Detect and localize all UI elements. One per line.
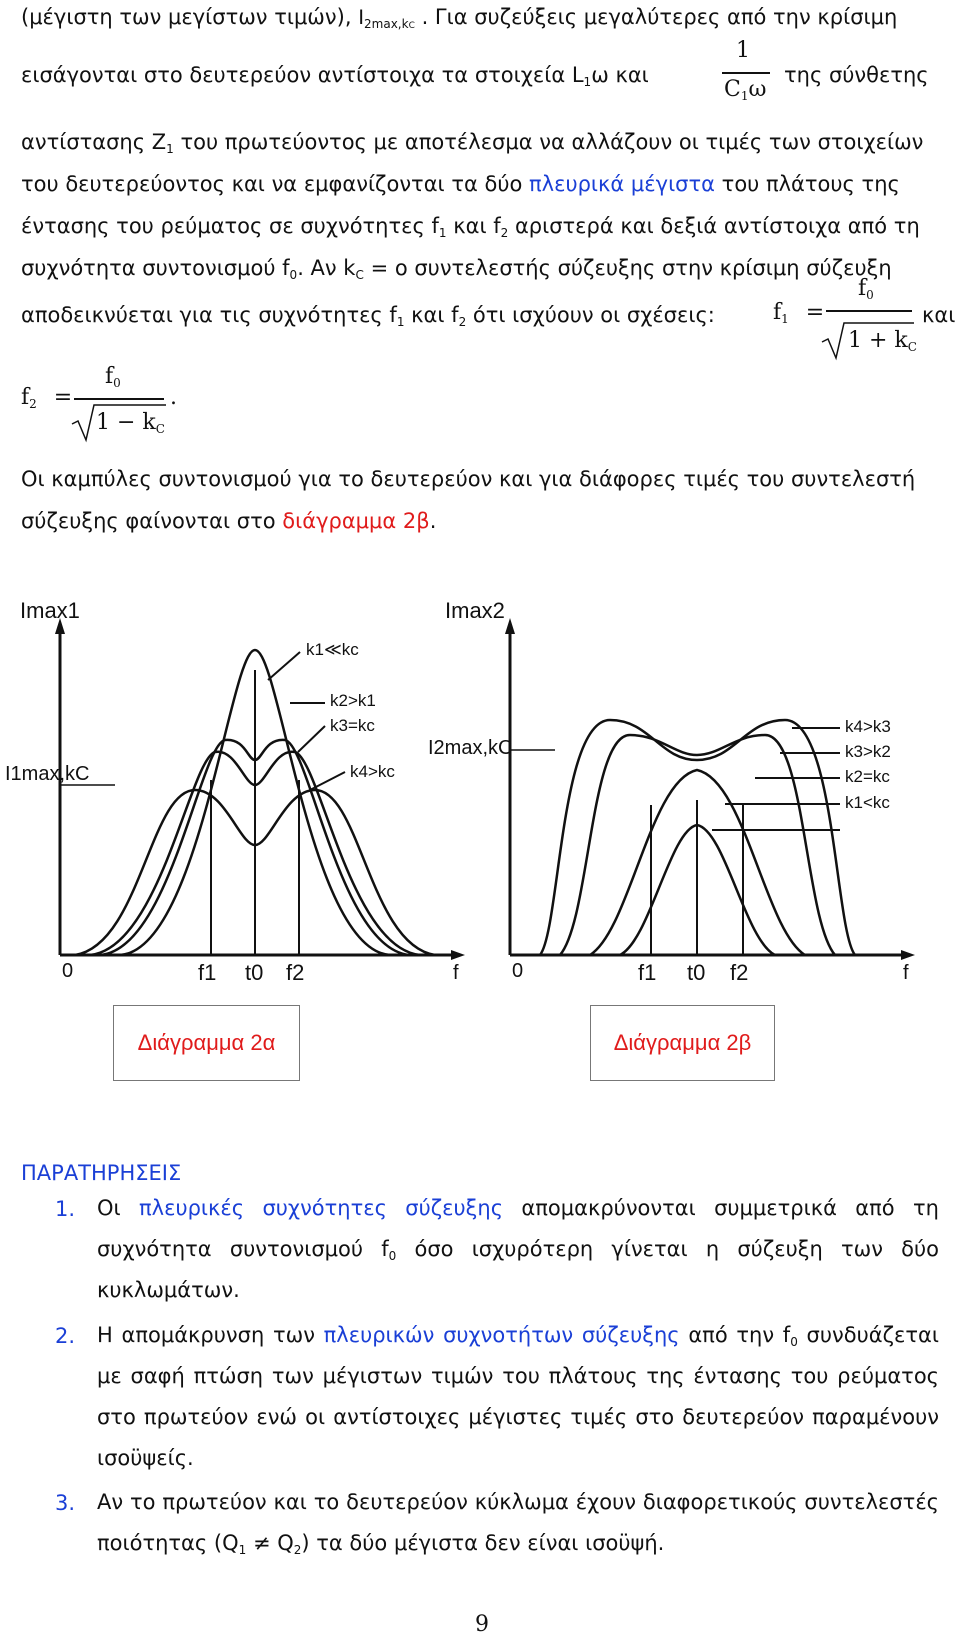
text: της σύνθετης	[784, 63, 929, 87]
note-number: 3.	[55, 1491, 76, 1515]
text: αριστερά και δεξιά αντίστοιχα από τη	[514, 214, 920, 238]
text: f	[773, 300, 782, 325]
text: απομακρύνονται συμμετρικά από τη συχνότητα συντονισμού f	[97, 1196, 939, 1261]
subscript: 0	[289, 268, 298, 282]
text: αποδεικνύεται για τις συχνότητες f	[21, 303, 397, 327]
text-line	[21, 62, 649, 88]
text: Η απομάκρυνση των	[97, 1323, 315, 1347]
text-line	[21, 129, 923, 155]
link-side-frequencies[interactable]: πλευρικές συχνότητες σύζευξης	[139, 1196, 504, 1220]
subscript: C	[355, 268, 364, 282]
fraction-denominator	[724, 77, 766, 102]
text-line	[21, 466, 915, 492]
diagram-b-y-label: Imax2	[445, 598, 505, 623]
text-line	[21, 302, 715, 328]
curve-label: k3>k2	[845, 742, 891, 761]
diagram-a-tick-f1: f1	[198, 960, 217, 985]
text: ότι ισχύουν οι σχέσεις:	[472, 303, 715, 327]
subscript: 1	[166, 142, 174, 156]
text: . Αν k	[297, 256, 356, 280]
text: αντίστασης Z	[21, 130, 167, 154]
note-1	[97, 1188, 939, 1311]
symbol: I	[358, 6, 365, 29]
subscript: 1	[740, 89, 749, 103]
text: και f	[411, 303, 459, 327]
text: .	[170, 385, 177, 410]
text-line	[922, 302, 955, 328]
diagram-a-x-end: f	[453, 962, 459, 984]
subscript: C	[155, 422, 165, 436]
subscript: 1	[438, 226, 447, 240]
subscript: 0	[790, 1335, 798, 1349]
text: όσο ισχυρότερη γίνεται η σύζευξη των δύο κυκλωμάτων.	[97, 1237, 939, 1302]
text: από την f	[688, 1323, 791, 1347]
subscript: C	[408, 21, 415, 31]
text: Q	[277, 1531, 294, 1555]
subscript: 2	[500, 226, 509, 240]
formula-f1-lhs	[773, 300, 824, 325]
curve-label: k1≪kc	[306, 640, 359, 659]
equals: =	[805, 300, 825, 325]
text: του δευτερεύοντος και να εμφανίζονται τα δύο	[21, 172, 523, 196]
diagram-b-tick-t0: t0	[687, 960, 706, 985]
subscript: 1	[781, 312, 789, 326]
text-line	[21, 171, 900, 197]
formula-f1-numerator	[858, 276, 874, 301]
fraction-bar	[826, 310, 912, 312]
diagram-b-level-label: I2max,kC	[428, 737, 513, 759]
fraction-numerator: 1	[736, 38, 750, 63]
text-line	[784, 62, 929, 88]
text: Οι	[97, 1196, 121, 1220]
equals: =	[53, 385, 73, 410]
not-equal: ≠	[252, 1531, 271, 1555]
text-line	[21, 4, 897, 31]
diagram-b-tick-f1: f1	[638, 960, 657, 985]
diagram-a-tick-f2: f2	[286, 960, 305, 985]
y-axis-arrow	[505, 618, 515, 634]
subscript: 2max,k	[364, 17, 409, 31]
fraction-bar	[74, 398, 164, 400]
text: 1 + k	[848, 328, 908, 353]
x-axis-arrow	[901, 950, 915, 960]
text: συχνότητα συντονισμού f	[21, 256, 290, 280]
text: f	[105, 364, 114, 389]
pointer	[298, 726, 325, 752]
formula-f1-denominator	[848, 328, 917, 353]
subscript: 1	[396, 315, 405, 329]
text: συνδυάζεται με σαφή πτώση των μέγιστων τιμών του πλάτους της έντασης του ρεύματος στο πρωτεύον ενώ οι αντίστοιχες μέγιστες τιμές στο δευτερεύον παραμένουν ισοϋψείς.	[97, 1323, 939, 1470]
text: 1 − k	[96, 410, 156, 435]
note-2	[97, 1315, 939, 1479]
text: = ο συντελεστής σύζευξης στην κρίσιμη σύζευξη	[370, 256, 892, 280]
text: εισάγονται στο δευτερεύον αντίστοιχα τα στοιχεία L	[21, 63, 584, 87]
subscript: 0	[113, 376, 121, 390]
text-line	[21, 213, 920, 239]
diagram-b-axes	[505, 618, 915, 960]
formula-f2-tail	[170, 385, 177, 410]
diagram-a-origin: 0	[62, 960, 74, 982]
curve-label: k3=kc	[330, 716, 375, 735]
link-side-frequencies-coupling[interactable]: πλευρικών συχνοτήτων σύζευξης	[323, 1323, 680, 1347]
subscript: 2	[293, 1543, 302, 1557]
notes-heading: ΠΑΡΑΤΗΡΗΣΕΙΣ	[21, 1161, 182, 1185]
pointer	[310, 772, 345, 790]
curve-label: k4>kc	[350, 762, 395, 781]
text: . Για συζεύξεις μεγαλύτερες από την κρίσιμη	[421, 5, 898, 29]
diagram-b-tick-f2: f2	[730, 960, 749, 985]
text: C	[724, 77, 741, 102]
subscript: 2	[29, 397, 37, 411]
subscript: 1	[238, 1543, 247, 1557]
formula-f2-numerator	[105, 364, 121, 389]
text: έντασης του ρεύματος σε συχνότητες f	[21, 214, 439, 238]
text: f	[858, 276, 867, 301]
text-line	[21, 255, 892, 281]
diagram-a-axes	[55, 618, 465, 960]
text: σύζευξης φαίνονται στο	[21, 509, 276, 533]
caption-diagram-2a: Διάγραμμα 2α	[113, 1005, 300, 1081]
note-number: 2.	[55, 1324, 76, 1348]
diagram-a-y-label: Imax1	[20, 598, 80, 623]
x-axis-arrow	[451, 950, 465, 960]
text: .	[429, 509, 437, 533]
text: ω	[748, 77, 767, 102]
diagram-b-guides	[510, 750, 743, 955]
text: και	[922, 303, 956, 327]
diagram-a-guides	[60, 670, 299, 955]
text: Αν το πρωτεύον και το δευτερεύον κύκλωμα έχουν διαφορετικούς συντελεστές ποιότητας (Q	[97, 1490, 939, 1555]
link-side-maxima[interactable]: πλευρικά μέγιστα	[529, 172, 715, 196]
formula-f2-lhs	[21, 385, 72, 410]
subscript: 1	[583, 75, 592, 89]
diagram-b-origin: 0	[512, 960, 524, 982]
fraction-1-over-c1-omega	[718, 38, 768, 63]
pointer	[268, 652, 300, 680]
subscript: 2	[458, 315, 467, 329]
diagrams-figure	[0, 590, 960, 1010]
curve-label: k4>k3	[845, 717, 891, 736]
formula-f2-denominator	[96, 410, 165, 435]
note-number: 1.	[55, 1197, 76, 1221]
text: και f	[453, 214, 501, 238]
diagram-b-x-end: f	[903, 962, 909, 984]
text: Οι καμπύλες συντονισμού για το δευτερεύον και για διάφορες τιμές του συντελεστή	[21, 467, 916, 491]
diagram-a-tick-t0: t0	[245, 960, 264, 985]
note-3	[97, 1482, 939, 1564]
text: του πρωτεύοντος με αποτέλεσμα να αλλάζουν οι τιμές των στοιχείων	[180, 130, 924, 154]
subscript: 0	[866, 288, 874, 302]
text: ) τα δύο μέγιστα δεν είναι ισοϋψή.	[301, 1531, 665, 1555]
text: f	[21, 385, 30, 410]
subscript: 0	[388, 1249, 397, 1263]
text: (μέγιστη των μεγίστων τιμών),	[21, 5, 352, 29]
text: ω και	[591, 63, 649, 87]
text: του πλάτους της	[721, 172, 900, 196]
text-line	[21, 508, 436, 534]
curve-label: k2>k1	[330, 691, 376, 710]
subscript: C	[907, 340, 917, 354]
diagram-a-level-label: I1max,kC	[5, 763, 90, 785]
caption-diagram-2b: Διάγραμμα 2β	[590, 1005, 775, 1081]
page-number: 9	[475, 1612, 489, 1637]
curve-label: k1<kc	[845, 793, 890, 812]
link-diagram-2b[interactable]: διάγραμμα 2β	[282, 509, 430, 533]
fraction-bar	[722, 72, 770, 74]
curve-label: k2=kc	[845, 767, 890, 786]
